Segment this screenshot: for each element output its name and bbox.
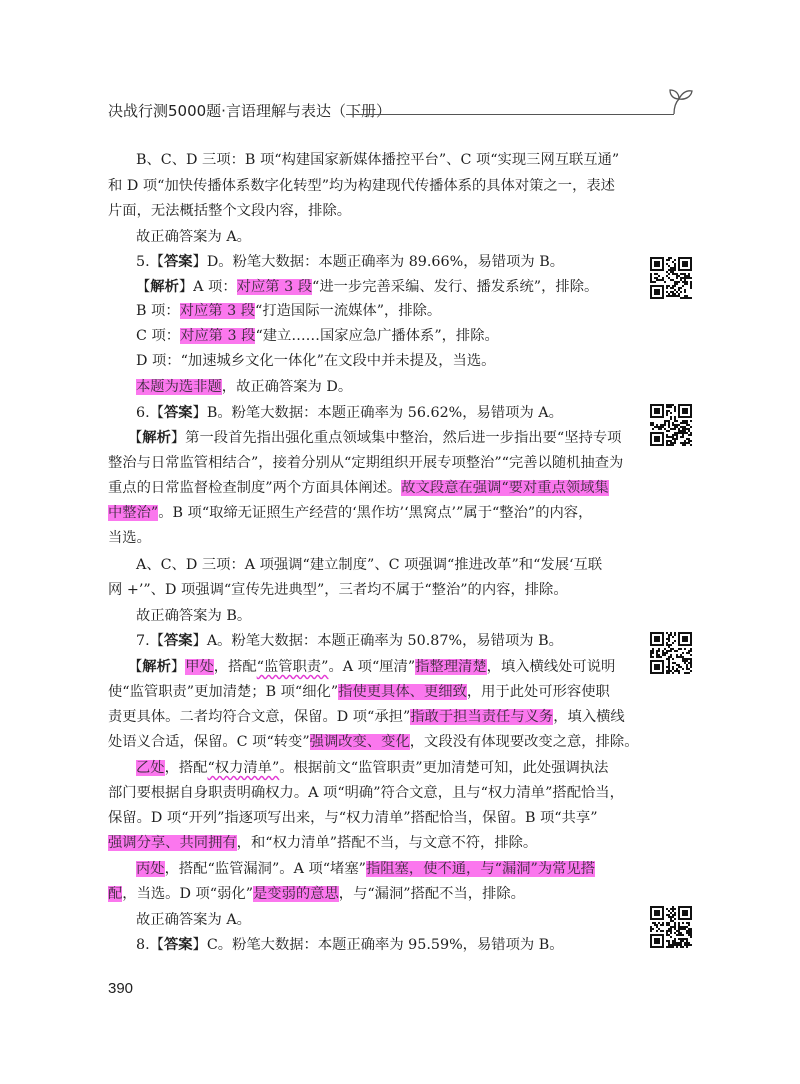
highlight: 指阻塞，使不通，与“漏洞”为常见搭 bbox=[365, 861, 596, 877]
text-line: 和 D 项“加快传播体系数字化转型”均为构建现代传播体系的具体对策之一，表述 bbox=[108, 178, 615, 194]
qr-code-icon[interactable] bbox=[650, 632, 692, 674]
qr-code-icon[interactable] bbox=[650, 906, 692, 948]
analysis-line: D 项：“加速城乡文化一体化”在文段中并未提及，当选。 bbox=[136, 353, 496, 369]
highlight: 是变弱的意思 bbox=[253, 886, 339, 902]
page-number: 390 bbox=[108, 980, 134, 997]
wavy-underline: “权力清单” bbox=[207, 760, 280, 776]
highlight: 对应第 3 段 bbox=[236, 279, 313, 295]
analysis-line: A、C、D 三项：A 项强调“建立制度”、C 项强调“推进改革”和“发展‘互联 bbox=[136, 557, 603, 573]
text-line: B、C、D 三项：B 项“构建国家新媒体播控平台”、C 项“实现三网互联互通” bbox=[136, 152, 620, 168]
analysis-line: 处语义合适，保留。C 项“转变”强调改变、变化，文段没有体现要改变之意，排除。 bbox=[108, 734, 639, 750]
analysis-line: 责更具体。二者均符合文意，保留。D 项“承担”指敢于担当责任与义务，填入横线 bbox=[108, 709, 625, 725]
text-line: 片面，无法概括整个文段内容，排除。 bbox=[108, 203, 352, 219]
analysis-line: 【解析】甲处，搭配“监管职责”。A 项“厘清”指整理清楚，填入横线处可说明 bbox=[128, 659, 616, 675]
highlight: 本题为选非题 bbox=[136, 379, 222, 395]
analysis-line: 丙处，搭配“监管漏洞”。A 项“堵塞”指阻塞，使不通，与“漏洞”为常见搭 bbox=[136, 861, 596, 877]
highlight: 对应第 3 段 bbox=[179, 303, 256, 319]
analysis-line: 乙处，搭配“权力清单”。根据前文“监管职责”更加清楚可知，此处强调执法 bbox=[136, 760, 609, 776]
analysis-line: C 项：对应第 3 段“建立……国家应急广播体系”，排除。 bbox=[136, 328, 499, 344]
highlight: 指整理清楚 bbox=[415, 659, 487, 675]
answer-heading-q5: 5.【答案】D。粉笔大数据：本题正确率为 89.66%，易错项为 B。 bbox=[136, 254, 565, 270]
analysis-line: 保留。D 项“开列”指逐项写出来，与“权力清单”搭配恰当，保留。B 项“共享” bbox=[108, 810, 598, 826]
analysis-line: 故正确答案为 A。 bbox=[136, 912, 251, 928]
analysis-line: B 项：对应第 3 段“打造国际一流媒体”，排除。 bbox=[136, 303, 442, 319]
analysis-line: 重点的日常监督检查制度”两个方面具体阐述。故文段意在强调“要对重点领域集 bbox=[108, 480, 609, 496]
analysis-line: 中整治”。B 项“取缔无证照生产经营的‘黑作坊’‘黑窝点’”属于“整治”的内容， bbox=[108, 505, 593, 521]
analysis-line: 【解析】A 项：对应第 3 段“进一步完善采编、发行、播发系统”，排除。 bbox=[136, 279, 599, 295]
highlight: 指使更具体、更细致 bbox=[338, 684, 467, 700]
analysis-line: 整治与日常监管相结合”，接着分别从“定期组织开展专项整治”“完善以随机抽查为 bbox=[108, 455, 624, 471]
qr-code-icon[interactable] bbox=[650, 257, 692, 299]
analysis-line: 本题为选非题，故正确答案为 D。 bbox=[136, 379, 353, 395]
highlight: 中整治” bbox=[108, 505, 159, 521]
highlight: 指敢于担当责任与义务 bbox=[410, 709, 554, 725]
analysis-line: 部门要根据自身职责明确权力。A 项“明确”符合文意，且与“权力清单”搭配恰当， bbox=[108, 785, 624, 801]
highlight: 故文段意在强调“要对重点领域集 bbox=[401, 480, 609, 496]
text-line: 故正确答案为 A。 bbox=[136, 229, 251, 245]
analysis-line: 强调分享、共同拥有，和“权力清单”搭配不当，与文意不符，排除。 bbox=[108, 835, 538, 851]
answer-heading-q6: 6.【答案】B。粉笔大数据：本题正确率为 56.62%，易错项为 A。 bbox=[136, 405, 563, 421]
sprout-icon bbox=[664, 82, 694, 116]
highlight: 丙处 bbox=[136, 861, 165, 877]
highlight: 配 bbox=[108, 886, 123, 902]
analysis-line: 【解析】第一段首先指出强化重点领域集中整治，然后进一步指出要“坚持专项 bbox=[128, 430, 622, 446]
analysis-line: 使“监管职责”更加清楚；B 项“细化”指使更具体、更细致，用于此处可形容使职 bbox=[108, 684, 610, 700]
highlight: 强调改变、变化 bbox=[309, 734, 410, 750]
analysis-line: 配，当选。D 项“弱化”是变弱的意思，与“漏洞”搭配不当，排除。 bbox=[108, 886, 525, 902]
analysis-line: 故正确答案为 B。 bbox=[136, 608, 252, 624]
wavy-underline: “监管职责” bbox=[256, 659, 329, 675]
highlight: 乙处 bbox=[136, 760, 165, 776]
analysis-line: 网 +’”、D 项强调“宣传先进典型”，三者均不属于“整治”的内容，排除。 bbox=[108, 582, 568, 598]
highlight: 对应第 3 段 bbox=[180, 328, 256, 344]
analysis-line: 当选。 bbox=[108, 530, 151, 546]
header-rule bbox=[346, 114, 674, 115]
answer-heading-q7: 7.【答案】A。粉笔大数据：本题正确率为 50.87%，易错项为 B。 bbox=[136, 633, 563, 649]
highlight: 强调分享、共同拥有 bbox=[108, 835, 237, 851]
highlight: 甲处 bbox=[185, 659, 214, 675]
answer-heading-q8: 8.【答案】C。粉笔大数据：本题正确率为 95.59%，易错项为 B。 bbox=[136, 937, 564, 953]
qr-code-icon[interactable] bbox=[650, 404, 692, 446]
running-header: 决战行测5000题·言语理解与表达（下册） bbox=[108, 102, 391, 120]
